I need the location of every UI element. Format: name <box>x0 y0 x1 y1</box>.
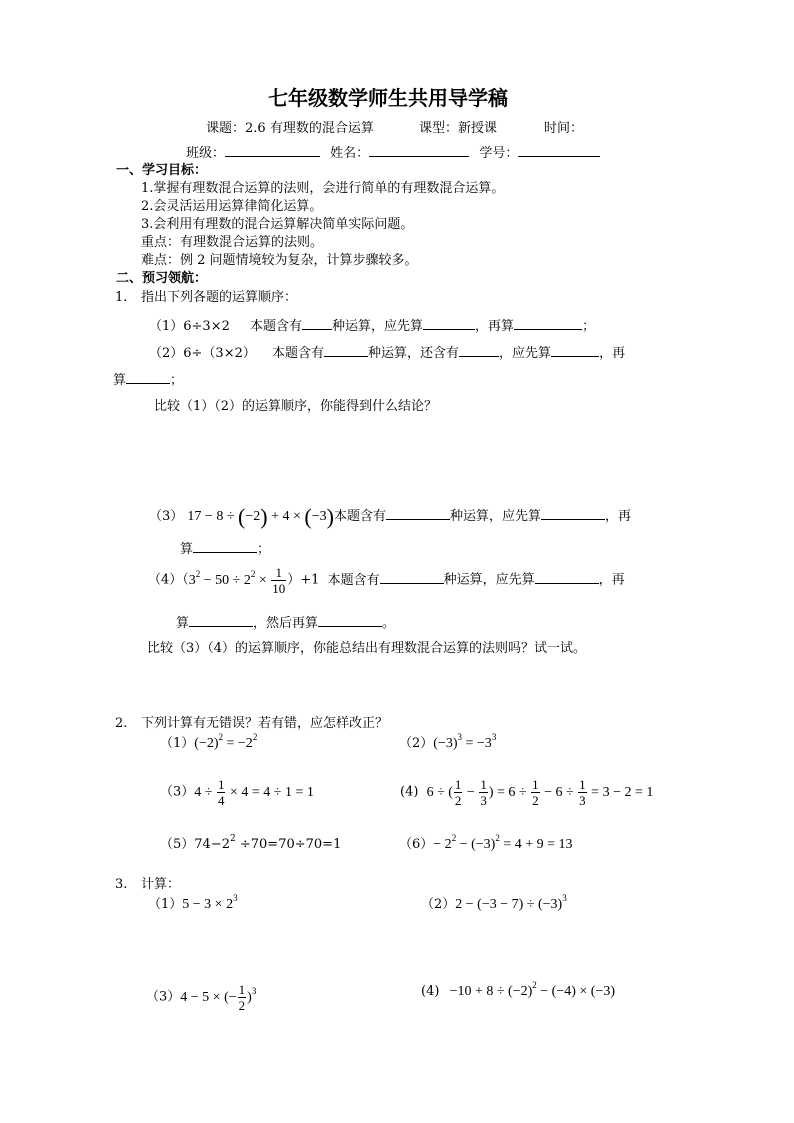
q2-item1-lhs-exp: 2 <box>218 732 224 742</box>
q2-item6-expression <box>433 833 573 852</box>
q1-part2-blank-3[interactable] <box>551 344 599 357</box>
q2-text: 下列计算有无错误？若有错，应怎样改正？ <box>141 716 389 731</box>
q1-part4-close: ）+1 <box>287 572 320 588</box>
q1-part3-blank-3[interactable] <box>193 540 257 553</box>
q2-item5-a: 74−2 <box>194 837 230 852</box>
q1-part4-exp-b: 2 <box>250 568 256 579</box>
q3-item3-expression <box>180 982 257 1013</box>
name-label: 姓名： <box>330 146 370 161</box>
q1-part4-frac-num: 1 <box>271 566 286 581</box>
q1-part2-label: （2）6÷（3×2） <box>149 346 256 361</box>
q1-part4-text-b: 种运算，应先算 <box>443 572 535 588</box>
q3-item2-label: （2） <box>421 897 456 912</box>
q1-part3-expr-a: 17 − 8 ÷ <box>187 509 239 525</box>
q1-part4-expr-b: − 50 ÷ 2 <box>200 572 251 588</box>
q2-item6-b: − (−3) <box>456 837 496 852</box>
q2-item2-lhs-exp: 3 <box>457 732 463 742</box>
q1-part1 <box>149 317 595 333</box>
q1-part3-expr-b: −2 <box>245 509 261 525</box>
q2-item2-label: （2） <box>399 736 434 751</box>
q3-item3-fraction <box>238 983 247 1012</box>
q2-item4-expression <box>426 777 654 808</box>
q1-part4-fraction <box>271 566 286 595</box>
q1-text: 指出下列各题的运算顺序： <box>141 290 298 305</box>
q1-part3-end: ； <box>257 542 271 557</box>
difficulty: 难点：例 2 问题情境较为复杂，计算步骤较多。 <box>141 253 418 268</box>
q1-part4 <box>148 566 625 595</box>
q1-part2-text-c: ，应先算 <box>499 346 552 361</box>
q1-part2-line2 <box>113 371 183 387</box>
q2-item2-lhs: (−3) <box>433 736 458 751</box>
class-field[interactable] <box>225 144 320 157</box>
q2-item4-f4-num: 1 <box>579 777 586 792</box>
q2-item6-exp-1: 2 <box>451 833 457 843</box>
q1-part1-blank-1[interactable] <box>302 317 332 330</box>
type-row <box>419 122 497 135</box>
q2-item1-expression <box>194 732 258 751</box>
q2-item3-b: × 4 = 4 ÷ 1 = 1 <box>226 784 314 800</box>
q2-item1-rhs-exp: 2 <box>252 732 258 742</box>
q2-item2-rhs-exp: 3 <box>491 732 497 742</box>
q2-item4-c: − 6 ÷ <box>540 784 578 800</box>
q1-part1-blank-3[interactable] <box>514 317 582 330</box>
q1-part2-blank-1[interactable] <box>324 344 368 357</box>
q1-part4-blank-1[interactable] <box>380 571 444 584</box>
topic-row <box>206 122 374 135</box>
page-title: 七年级数学师生共用导学稿 <box>268 86 508 110</box>
q1-part3-blank-1[interactable] <box>386 507 450 520</box>
q2-item3-label: （3） <box>160 784 195 800</box>
q1-part1-text-c: ，再算 <box>475 319 515 334</box>
q3-text: 计算： <box>141 877 181 892</box>
q2-item3-num: 1 <box>217 777 225 792</box>
q3-item4-expression <box>449 980 615 999</box>
q2-item4-frac-3 <box>531 778 540 807</box>
q2-item4-f2-den: 3 <box>480 793 487 808</box>
section1-heading: 一、学习目标： <box>116 163 208 178</box>
q2-item4-f1-num: 1 <box>454 777 462 792</box>
q1-part1-text-b: 种运算，应先算 <box>332 319 424 334</box>
q3-item4-a: −10 + 8 ÷ (−2) <box>449 984 533 999</box>
q1-part3-expression: 17 − 8 ÷ (−2) + 4 × (−3) <box>187 504 334 529</box>
q3-item4 <box>421 980 615 999</box>
q2-item6-a: − 2 <box>433 837 452 852</box>
q2-item4-frac-4 <box>578 778 587 807</box>
type-label: 课型： <box>419 121 459 136</box>
q2-item3-a: 4 ÷ <box>194 784 216 800</box>
q2-item6-label: （6） <box>399 837 434 852</box>
goal-3: 3.会利用有理数的混合运算解决简单实际问题。 <box>141 217 414 232</box>
student-info-row <box>186 144 600 160</box>
q2-item4-f3-den: 2 <box>532 793 539 808</box>
q1-part4-blank-3[interactable] <box>189 614 253 627</box>
q2-item1-rhs: = −2 <box>223 736 253 751</box>
q3-item4-b: − (−4) × (−3) <box>536 984 615 999</box>
q1-part4-end: 。 <box>382 616 396 631</box>
q3-item3-den: 2 <box>238 998 246 1013</box>
type-value: 新授课 <box>458 121 498 136</box>
q3-item3-label: （3） <box>146 989 181 1005</box>
q3-item3-a: 4 − 5 × (− <box>180 989 237 1005</box>
name-field[interactable] <box>369 144 469 157</box>
q1-part4-expr-a: 3 <box>188 572 196 588</box>
q3-item3 <box>146 983 256 1012</box>
q1-part3-expr-d: −3 <box>311 509 327 525</box>
q1-number: 1. <box>115 290 128 305</box>
q1-compare-2: 比较（3）（4）的运算顺序，你能总结出有理数混合运算的法则吗？试一试。 <box>147 641 587 656</box>
q3-item2-expression <box>455 893 567 912</box>
q1-part1-end: ； <box>582 319 596 334</box>
q3-item2-a: 2 − (−3 − 7) ÷ (−3) <box>455 897 563 912</box>
q1-part3-text-b: 种运算，应先算 <box>449 509 541 525</box>
q1-part3-line2-text: 算 <box>180 542 194 557</box>
q1-part4-line2-text-b: ，然后再算 <box>253 616 319 631</box>
q1-compare-1: 比较（1）（2）的运算顺序，你能得到什么结论？ <box>154 399 438 414</box>
q1-part3-text-c: ，再 <box>604 509 631 525</box>
q2-item1 <box>160 732 258 751</box>
q3-item4-label: (4) <box>421 984 440 999</box>
q2-item4-minus: − <box>463 784 479 800</box>
q2-item6 <box>399 833 573 852</box>
q2-item1-lhs: (−2) <box>194 736 219 751</box>
q3-number: 3. <box>115 877 128 892</box>
q2-item3-den: 4 <box>217 793 225 808</box>
q2-item2-rhs: = −3 <box>462 736 492 751</box>
q2-item4-b: ) = 6 ÷ <box>488 784 531 800</box>
q2-item6-exp-2: 2 <box>495 833 500 843</box>
q2-item4-f2-num: 1 <box>480 777 487 792</box>
q1-part1-text-a: 本题含有 <box>250 319 303 334</box>
q1-part4-label: （4）（ <box>148 572 189 588</box>
q3-item2-exp: 3 <box>562 893 567 903</box>
q1-part3-text-a: 本题含有 <box>333 509 386 525</box>
q2-item3-expression <box>194 777 314 808</box>
q1-part2 <box>149 344 625 360</box>
id-field[interactable] <box>518 144 600 157</box>
q1-part2-blank-4[interactable] <box>126 371 170 384</box>
q3-item1-expression <box>182 893 238 912</box>
q2-item1-label: （1） <box>160 736 195 751</box>
q2-item2 <box>399 732 497 751</box>
q3-item1 <box>148 893 238 912</box>
q1-part3-blank-2[interactable] <box>541 507 605 520</box>
q2-item2-expression <box>433 732 497 751</box>
time-label: 时间： <box>544 121 584 136</box>
q2-item4-f4-den: 3 <box>579 793 586 808</box>
q2-item4-d: = 3 − 2 = 1 <box>587 784 654 800</box>
q1-part4-blank-4[interactable] <box>318 614 382 627</box>
key-point: 重点：有理数混合运算的法则。 <box>141 235 324 250</box>
q2-item5 <box>160 834 342 852</box>
q1-part2-line2-text: 算 <box>113 373 127 388</box>
q2-item4-f3-num: 1 <box>532 777 539 792</box>
q1-part1-blank-2[interactable] <box>423 317 475 330</box>
q1-part3 <box>149 506 631 528</box>
q2-item4 <box>400 778 653 807</box>
q2-item4-frac-2 <box>479 778 488 807</box>
q1-part4-expression <box>188 565 288 596</box>
goal-1: 1.掌握有理数混合运算的法则，会进行简单的有理数混合运算。 <box>141 181 505 196</box>
q2-number: 2. <box>115 716 128 731</box>
q1-part4-frac-den: 10 <box>272 581 286 596</box>
topic-value: 2.6 有理数的混合运算 <box>245 121 374 136</box>
id-label: 学号： <box>479 146 519 161</box>
section2-heading: 二、预习领航： <box>116 271 208 286</box>
q2-item4-f1-den: 2 <box>454 793 462 808</box>
q3-item4-exp: 2 <box>532 980 537 990</box>
q2-item3 <box>160 778 314 807</box>
q3-item1-a: 5 − 3 × 2 <box>182 897 234 912</box>
q2-item6-c: = 4 + 9 = 13 <box>499 837 573 852</box>
q2-item4-label: (4) <box>400 784 419 800</box>
q1-part2-blank-2[interactable] <box>459 344 499 357</box>
q1-part4-text-c: ，再 <box>598 572 625 588</box>
q1-part2-text-a: 本题含有 <box>272 346 325 361</box>
q3-item3-b: ) <box>247 989 252 1005</box>
q2-item4-frac-1 <box>454 778 463 807</box>
q3-item3-exp: 3 <box>251 985 257 996</box>
q1-part2-text-b: 种运算，还含有 <box>368 346 460 361</box>
q2-item3-fraction <box>217 778 226 807</box>
q1-part4-line2-text-a: 算 <box>176 616 190 631</box>
q2-item5-b: ÷70=70÷70=1 <box>235 837 342 852</box>
class-label: 班级： <box>186 146 226 161</box>
q2-item4-a: 6 ÷ ( <box>426 784 453 800</box>
q2-item5-label: （5） <box>160 837 195 852</box>
q1-part3-expr-c: + 4 × <box>267 509 305 525</box>
q1-part2-end: ； <box>170 373 184 388</box>
q2-item5-exp: 2 <box>230 834 236 844</box>
q3-item1-exp: 3 <box>233 893 238 903</box>
q3-item3-num: 1 <box>238 982 246 997</box>
topic-label: 课题： <box>206 121 246 136</box>
q1-part3-line2 <box>180 540 270 556</box>
q1-part4-expr-c: × <box>255 572 271 588</box>
q1-part4-exp-a: 2 <box>195 568 201 579</box>
q1-part3-label: （3） <box>149 509 184 525</box>
q1-part1-label: （1）6÷3×2 <box>149 319 230 334</box>
q1-part4-line2 <box>176 614 395 630</box>
q1-part4-text-a: 本题含有 <box>327 572 380 588</box>
q3-item2 <box>421 893 567 912</box>
q3-item1-label: （1） <box>148 897 183 912</box>
q1-part2-text-d: ，再 <box>599 346 626 361</box>
goal-2: 2.会灵活运用运算律简化运算。 <box>141 199 323 214</box>
q1-part4-blank-2[interactable] <box>535 571 599 584</box>
